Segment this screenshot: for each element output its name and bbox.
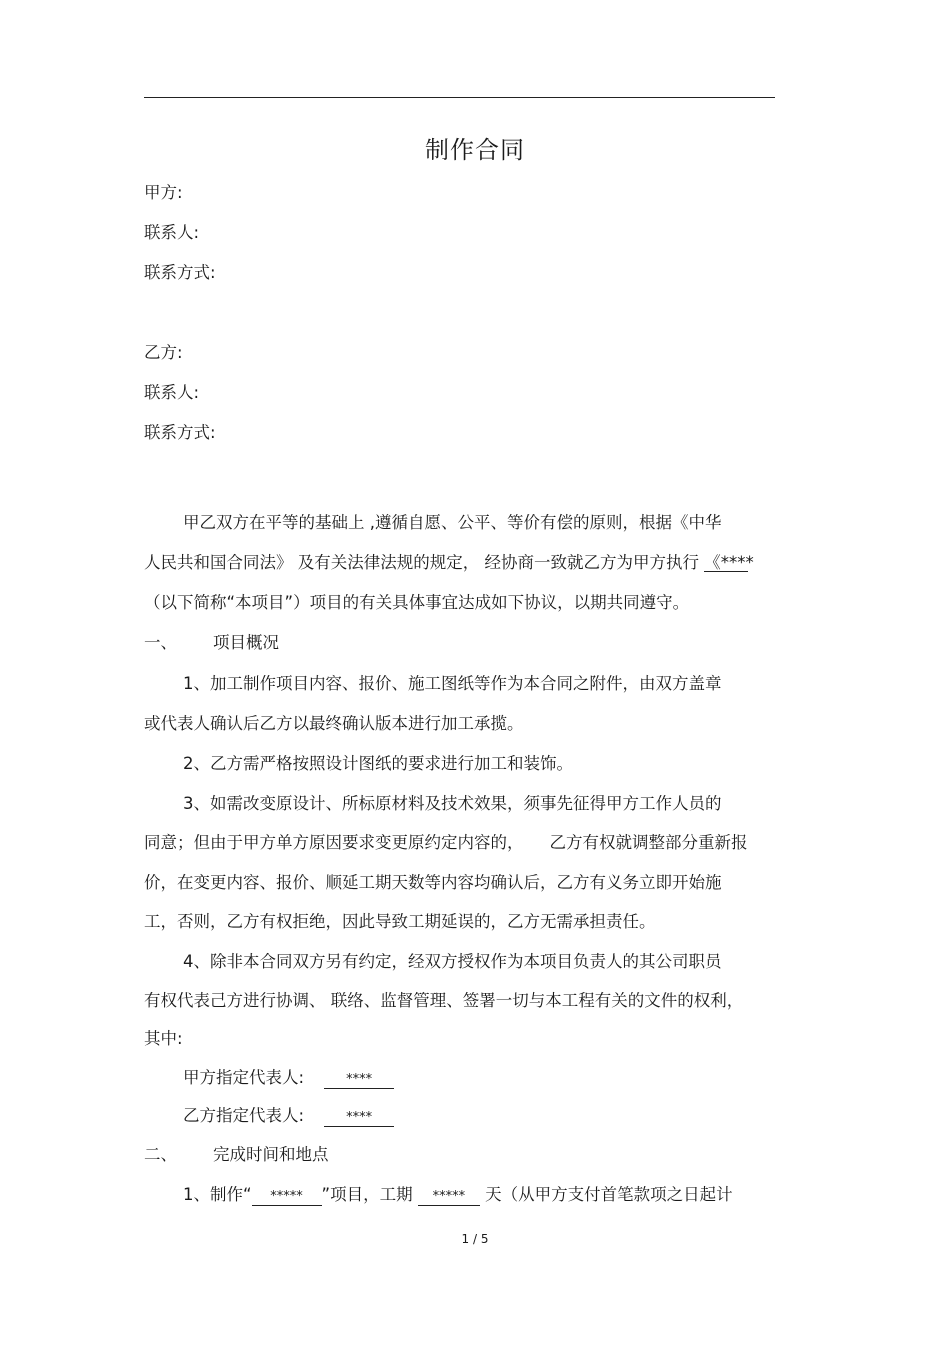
page-title: 制作合同 [425,136,525,164]
s2-item1-line-1 [183,1184,733,1206]
s2-project-name-blank: ***** [252,1189,322,1206]
s1-item3-line-4: 工，否则，乙方有权拒绝，因此导致工期延误的，乙方无需承担责任。 [144,912,656,931]
rep-a-row [183,1067,394,1089]
s2-item1-c: 天（从甲方支付首笔款项之日起计 [479,1185,733,1204]
s1-item2-line-1: 2、乙方需严格按照设计图纸的要求进行加工和装饰。 [183,754,573,773]
party-a-name-label: 甲方: [144,183,183,202]
rep-b-row [183,1105,394,1127]
section-1-title: 项目概况 [213,633,279,652]
page-number: 1 / 5 [461,1232,489,1246]
party-b-contact-method-label: 联系方式: [144,423,216,442]
party-a-contact-method-label: 联系方式: [144,263,216,282]
s1-item3-line-3: 价，在变更内容、报价、顺延工期天数等内容均确认后，乙方有义务立即开始施 [144,873,722,892]
s1-item4-line-2: 有权代表己方进行协调、 联络、监督管理、签署一切与本工程有关的文件的权利， [144,991,744,1010]
intro-line-1: 甲乙双方在平等的基础上 ,遵循自愿、公平、等价有偿的原则，根据《中华 [183,513,722,532]
rep-b-label: 乙方指定代表人: [183,1106,305,1125]
intro-line-2 [144,552,754,574]
s1-item4-line-1: 4、除非本合同双方另有约定，经双方授权作为本项目负责人的其公司职员 [183,952,722,971]
rep-b-value: **** [324,1110,394,1127]
s1-item1-line-1: 1、加工制作项目内容、报价、施工图纸等作为本合同之附件，由双方盖章 [183,674,722,693]
s1-item3-line-2-b: 乙方有权就调整部分重新报 [549,833,748,852]
rep-a-value: **** [324,1072,394,1089]
s1-item4-line-3: 其中: [144,1029,183,1048]
s2-duration-blank: ***** [418,1189,480,1206]
rep-a-label: 甲方指定代表人: [183,1068,305,1087]
intro-line-2-text: 人民共和国合同法》 及有关法律法规的规定， 经协商一致就乙方为甲方执行 [144,553,705,572]
s1-item1-line-2: 或代表人确认后乙方以最终确认版本进行加工承揽。 [144,714,524,733]
s1-item3-line-2-a: 同意；但由于甲方单方原因要求变更原约定内容的， [144,833,524,852]
section-1-heading [144,632,279,654]
section-2-number: 二、 [144,1145,177,1164]
party-b-name-label: 乙方: [144,343,183,362]
section-2-heading [144,1144,329,1166]
s2-item1-a: 1、制作“ [183,1185,252,1204]
header-rule [144,97,775,98]
party-b-contact-label: 联系人: [144,383,200,402]
s1-item3-line-1: 3、如需改变原设计、所标原材料及技术效果，须事先征得甲方工作人员的 [183,794,722,813]
section-1-number: 一、 [144,633,177,652]
project-name-blank: 《**** [704,553,754,572]
s1-item3-line-2 [144,832,748,854]
party-a-contact-label: 联系人: [144,223,200,242]
section-2-title: 完成时间和地点 [213,1145,329,1164]
intro-line-3: （以下简称“本项目”）项目的有关具体事宜达成如下协议，以期共同遵守。 [144,593,690,612]
s2-item1-b: ”项目，工期 [321,1185,418,1204]
